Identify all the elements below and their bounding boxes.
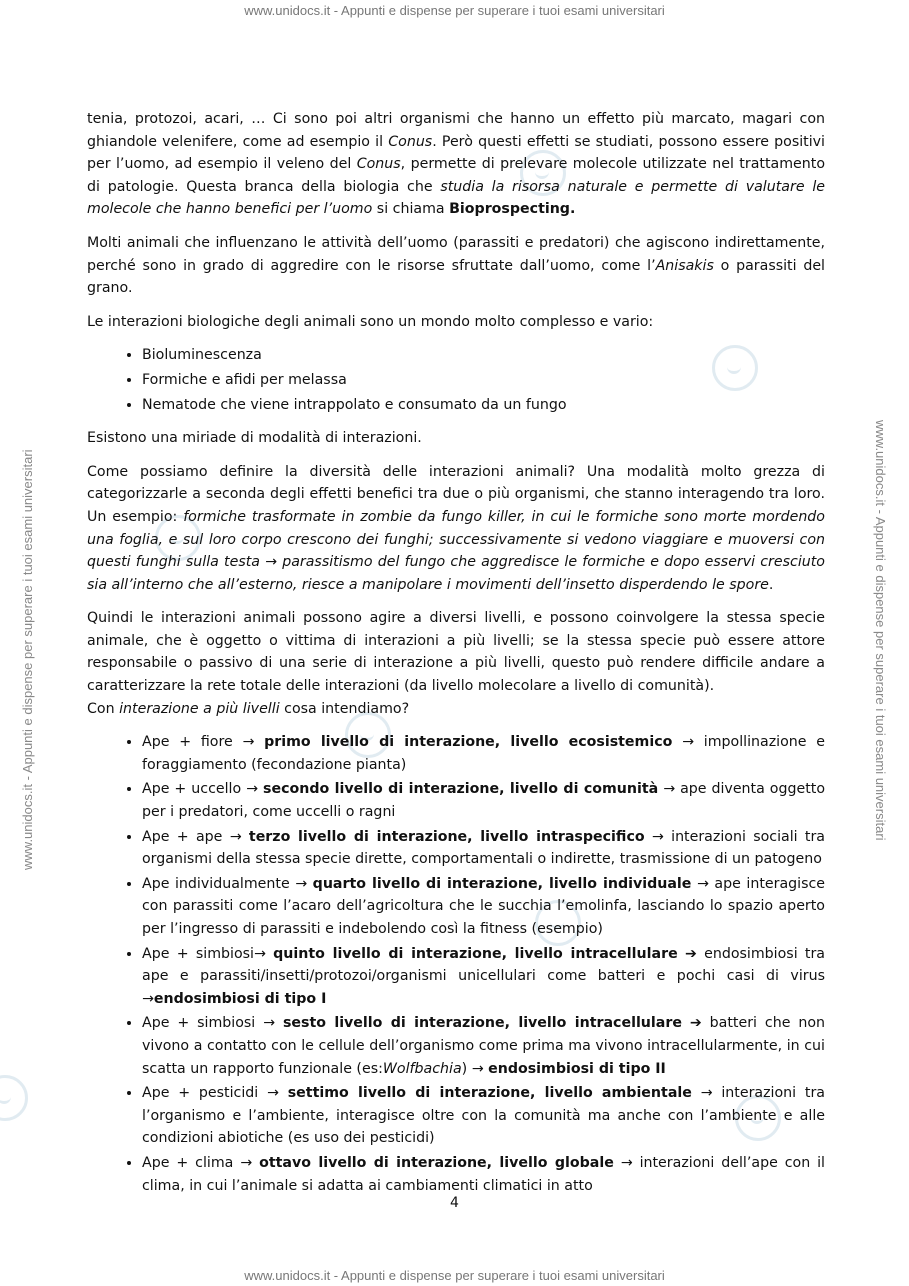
- list-item: • Ape + uccello → secondo livello di interazione, livello di comunità → ape diventa oggetto per i predatori, come uccelli o ragni: [142, 778, 825, 823]
- paragraph-6: Quindi le interazioni animali possono agire a diversi livelli, e possono coinvolgere la stessa specie animale, che è oggetto o vittima di interazioni a più livelli; se la stessa specie può essere attore responsabile o passivo di una serie di interazione a più livelli, questo può rendere difficile andare a caratterizzare la rete totale delle interazioni (da livello molecolare a livello di comunità). Con interazione a più livelli cosa intendiamo?: [87, 610, 825, 717]
- paragraph-1: tenia, protozoi, acari, … Ci sono poi altri organismi che hanno un effetto più marcato, magari con ghiandole velenifere, come ad esempio il Conus. Però questi effetti se studiati, possono essere positivi per l’uomo, ad esempio il veleno del Conus, permette di prelevare molecole utilizzate nel trattamento di patologie. Questa branca della biologia che studia la risorsa naturale e permette di valutare le molecole che hanno benefici per l’uomo si chiama Bioprospecting.: [87, 111, 825, 218]
- list-item: • Ape + simbiosi→ quinto livello di interazione, livello intracellulare ➔ endosimbiosi tra ape e parassiti/insetti/protozoi/organismi unicellulari come batteri e pochi casi di virus →endosimbiosi di tipo I: [142, 943, 825, 1011]
- list-item: • Ape + fiore → primo livello di interazione, livello ecosistemico → impollinazione e foraggiamento (fecondazione pianta): [142, 731, 825, 776]
- page-header-watermark: www.unidocs.it - Appunti e dispense per superare i tuoi esami universitari: [244, 3, 665, 18]
- bullet-list-interactions: [87, 344, 825, 416]
- paragraph-2: Molti animali che influenzano le attività dell’uomo (parassiti e predatori) che agiscono indirettamente, perché sono in grado di aggredire con le risorse sfruttate dall’uomo, come l’Anisakis o parassiti del grano.: [87, 234, 825, 297]
- paragraph-4: Esistono una miriade di modalità di interazioni.: [87, 430, 422, 447]
- side-watermark-right: www.unidocs.it - Appunti e dispense per superare i tuoi esami universitari: [873, 420, 888, 841]
- list-item: • Ape individualmente → quarto livello di interazione, livello individuale → ape interagisce con parassiti come l’acaro dell’agricoltura che le succhia l’emolinfa, lasciando lo spazio aperto per l’ingresso di parassiti e indebolendo così la fitness (esempio): [142, 873, 825, 941]
- list-item: • Ape + clima → ottavo livello di interazione, livello globale → interazioni dell’ape con il clima, in cui l’animale si adatta ai cambiamenti climatici in atto: [142, 1152, 825, 1197]
- list-item: • Bioluminescenza: [142, 344, 825, 367]
- watermark-logo-icon: [0, 1075, 28, 1121]
- document-body: [87, 108, 825, 1208]
- side-watermark-left: www.unidocs.it - Appunti e dispense per superare i tuoi esami universitari: [20, 449, 35, 870]
- list-item: • Ape + ape → terzo livello di interazione, livello intraspecifico → interazioni sociali tra organismi della stessa specie dirette, comportamentali o indirette, trasmissione di un patogeno: [142, 826, 825, 871]
- page-number: 4: [450, 1195, 459, 1211]
- bullet-list-levels: [87, 731, 825, 1197]
- list-item: • Formiche e afidi per melassa: [142, 369, 825, 392]
- list-item: • Ape + simbiosi → sesto livello di interazione, livello intracellulare ➔ batteri che non vivono a contatto con le cellule dell’organismo come prima ma vivono intracellularmente, in cui scatta un rapporto funzionale (es:Wolfbachia) → endosimbiosi di tipo II: [142, 1012, 825, 1080]
- paragraph-3: Le interazioni biologiche degli animali sono un mondo molto complesso e vario:: [87, 313, 654, 330]
- list-item: • Nematode che viene intrappolato e consumato da un fungo: [142, 394, 825, 417]
- paragraph-5: Come possiamo definire la diversità delle interazioni animali? Una modalità molto grezza di categorizzarle a seconda degli effetti benefici tra due o più organismi, che stanno interagendo tra loro. Un esempio: formiche trasformate in zombie da fungo killer, in cui le formiche sono morte mordendo una foglia, e sul loro corpo crescono dei funghi; successivamente si vedono viaggiare e muoversi con questi funghi sulla testa → parassitismo del fungo che aggredisce le formiche e dopo esservi cresciuto sia all’interno che all’esterno, riesce a manipolare i movimenti dell’insetto disperdendo le spore.: [87, 463, 825, 593]
- list-item: • Ape + pesticidi → settimo livello di interazione, livello ambientale → interazioni tra l’organismo e l’ambiente, interagisce oltre con la comunità ma anche con l’ambiente e alle condizioni abiotiche (es uso dei pesticidi): [142, 1082, 825, 1150]
- page-footer-watermark: www.unidocs.it - Appunti e dispense per superare i tuoi esami universitari: [244, 1268, 665, 1283]
